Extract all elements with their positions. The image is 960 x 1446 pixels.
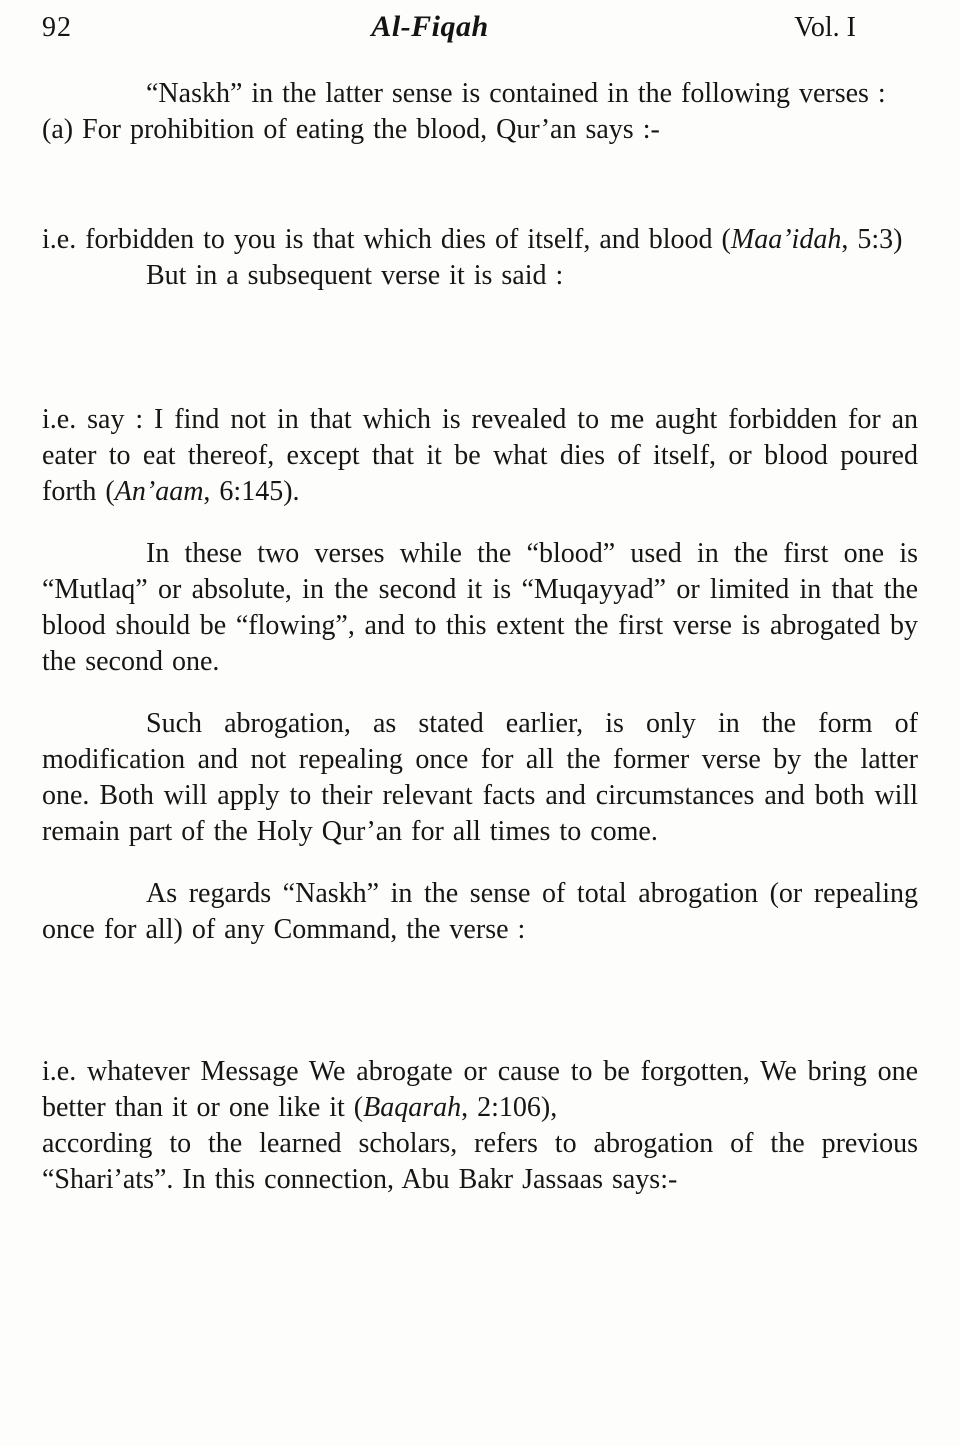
surah-reference-maidah: Maa’idah (730, 224, 842, 255)
page-number: 92 (42, 12, 72, 43)
verse-citation-anaam: , 6:145). (203, 476, 300, 507)
arabic-verse-space-2 (42, 294, 918, 402)
paragraph-scholars: according to the learned scholars, refers to abrogation of the previous “Shari’ats”. In this connection, Abu Bakr Jassaas says:- (42, 1128, 918, 1195)
paragraph-naskh-intro: “Naskh” in the latter sense is contained in the following verses : (146, 78, 886, 109)
verse-citation-maidah: , 5:3) (841, 224, 903, 255)
translation-anaam-text: i.e. say : I find not in that which is revealed to me aught forbidden for an eater to eat thereof, except that it be what dies of itself, or blood poured forth ( (42, 404, 918, 507)
translation-anaam (42, 402, 918, 510)
translation-baqarah (42, 1054, 918, 1126)
paragraph-subsequent-verse: But in a subsequent verse it is said : (146, 260, 564, 291)
arabic-verse-space-3 (42, 948, 918, 1054)
list-item-a: (a) For prohibition of eating the blood, Qur’an says :- (42, 114, 660, 145)
verse-citation-baqarah: , 2:106), (461, 1092, 558, 1123)
paragraph-as-regards-naskh: As regards “Naskh” in the sense of total abrogation (or repealing once for all) of any Command, the verse : (42, 878, 918, 945)
translation-maidah-text: i.e. forbidden to you is that which dies of itself, and blood ( (42, 224, 731, 255)
translation-maidah (42, 222, 918, 258)
surah-reference-baqarah: Baqarah (363, 1092, 462, 1123)
paragraph-such-abrogation: Such abrogation, as stated earlier, is only in the form of modification and not repealing once for all the former verse by the latter one. Both will apply to their relevant facts and circumstances and both will remain part of the Holy Qur’an for all times to come. (42, 708, 918, 847)
page-header (42, 10, 918, 44)
paragraph-two-verses: In these two verses while the “blood” used in the first one is “Mutlaq” or absolute, in the second it is “Muqayyad” or limited in that the blood should be “flowing”, and to this extent the first verse is abrogated by the second one. (42, 538, 918, 677)
translation-baqarah-text: i.e. whatever Message We abrogate or cause to be forgotten, We bring one better than it or one like it ( (42, 1056, 918, 1123)
surah-reference-anaam: An’aam (114, 476, 204, 507)
volume-label: Vol. I (794, 12, 856, 43)
arabic-verse-space-1 (42, 148, 918, 222)
page-body (42, 76, 918, 1198)
book-title: Al-Fiqah (371, 10, 489, 43)
